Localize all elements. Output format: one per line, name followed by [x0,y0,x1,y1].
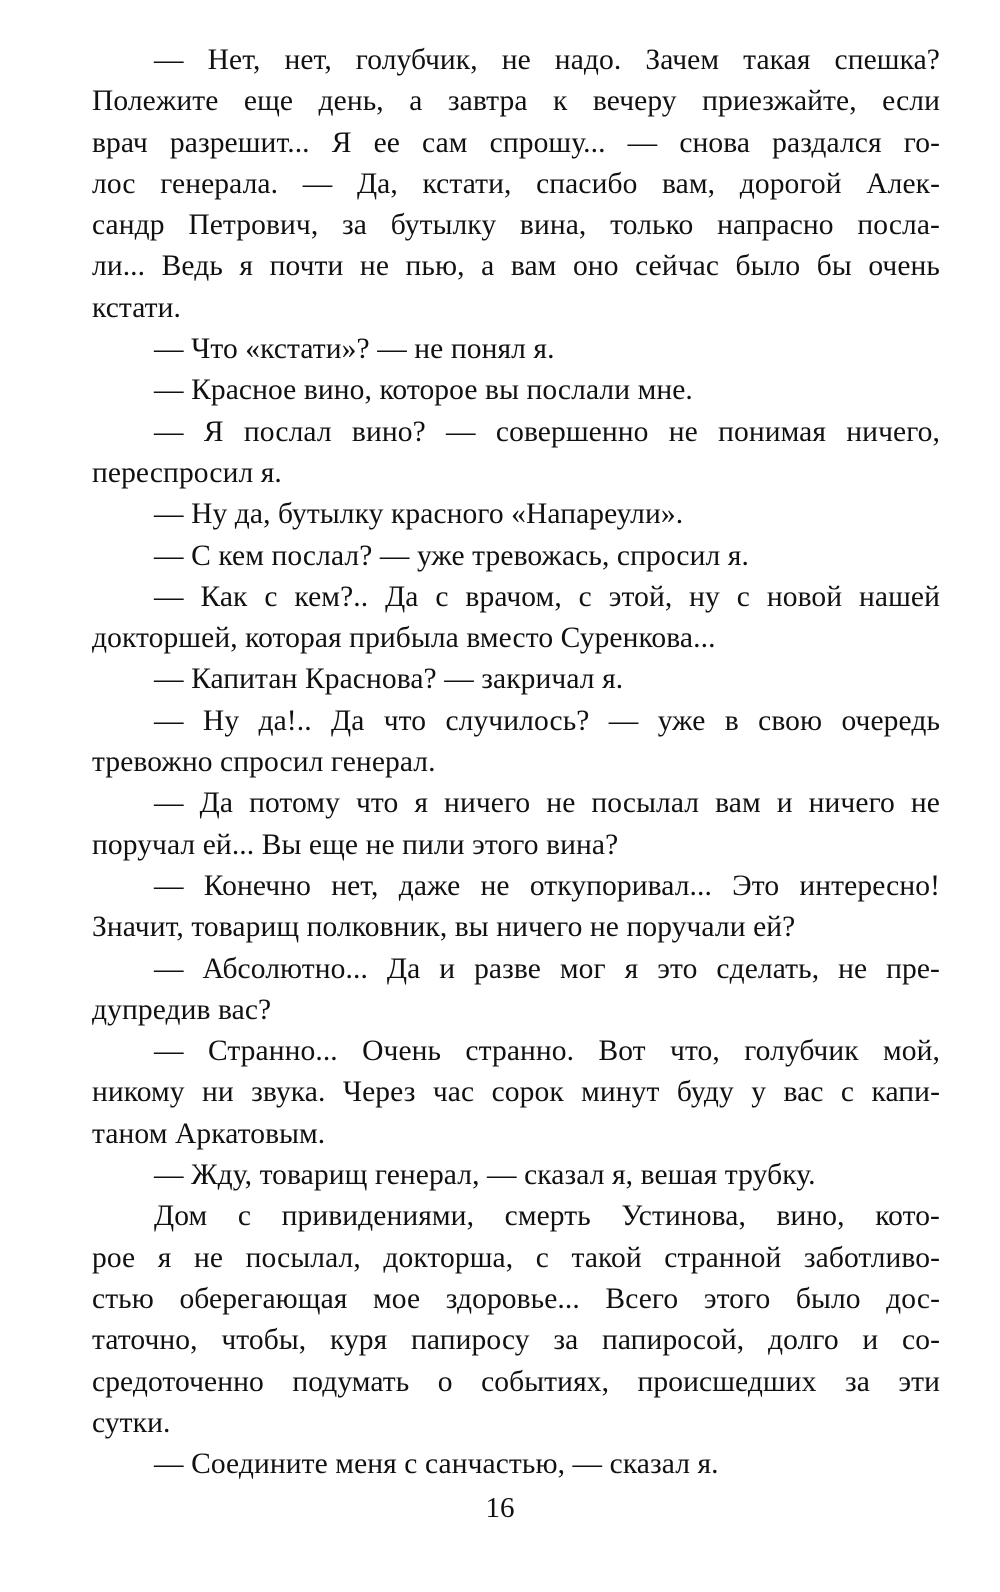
text-line: врач разрешит... Я ее сам спрошу... — снова раздался го- [92,126,940,159]
text-line: — Да потому что я ничего не посылал вам и ничего не [154,787,940,820]
text-line: лос генерала. — Да, кстати, спасибо вам, дорогой Алек- [92,167,940,200]
text-line: сутки. [92,1406,171,1439]
text-line: — Что «кстати»? — не понял я. [154,333,555,366]
text-line: — Ну да, бутылку красного «Напареули». [154,498,684,531]
text-line: — Соедините меня с санчастью, — сказал я. [154,1448,719,1481]
text-line: переспросил я. [92,456,282,489]
text-line: — Как с кем?.. Да с врачом, с этой, ну с новой нашей [154,580,940,613]
text-line: — Странно... Очень странно. Вот что, голубчик мой, [154,1035,940,1068]
text-line: докторшей, которая прибыла вместо Суренкова... [92,622,716,655]
text-line: тревожно спросил генерал. [92,746,436,779]
text-line: Полежите еще день, а завтра к вечеру приезжайте, если [92,85,940,118]
text-line: — Нет, нет, голубчик, не надо. Зачем такая спешка? [154,44,940,76]
text-line: Значит, товарищ полковник, вы ничего не поручали ей? [92,911,796,944]
text-line: — С кем послал? — уже тревожась, спросил я. [154,539,749,572]
text-line: кстати. [92,291,182,324]
text-line: таточно, чтобы, куря папиросу за папиросой, долго и со- [92,1324,940,1357]
text-line: — Абсолютно... Да и разве мог я это сделать, не пре- [154,952,940,985]
text-line: ли... Ведь я почти не пью, а вам оно сейчас было бы очень [92,250,940,283]
text-line: рое я не посылал, докторша, с такой странной заботливо- [92,1241,940,1274]
text-line: дупредив вас? [92,993,272,1026]
text-line: — Я послал вино? — совершенно не понимая ничего, [154,415,940,448]
page-number: 16 [485,1492,515,1524]
text-line: — Красное вино, которое вы послали мне. [154,374,693,407]
text-line: — Капитан Краснова? — закричал я. [154,663,624,696]
text-line: стью оберегающая мое здоровье... Всего этого было дос- [92,1282,940,1315]
text-line: сандр Петрович, за бутылку вина, только напрасно посла- [92,209,940,242]
text-line: — Ну да!.. Да что случилось? — уже в свою очередь [154,704,940,737]
text-line: средоточенно подумать о событиях, происшедших за эти [92,1365,940,1398]
body-text [92,40,940,1485]
text-line: — Конечно нет, даже не откупоривал... Это интересно! [154,869,940,902]
text-line: поручал ей... Вы еще не пили этого вина? [92,828,619,861]
text-line: таном Аркатовым. [92,1117,326,1150]
text-line: — Жду, товарищ генерал, — сказал я, вешая трубку. [154,1159,816,1192]
text-line: никому ни звука. Через час сорок минут буду у вас с капи- [92,1076,940,1109]
text-line: Дом с привидениями, смерть Устинова, вино, кото- [154,1200,940,1233]
